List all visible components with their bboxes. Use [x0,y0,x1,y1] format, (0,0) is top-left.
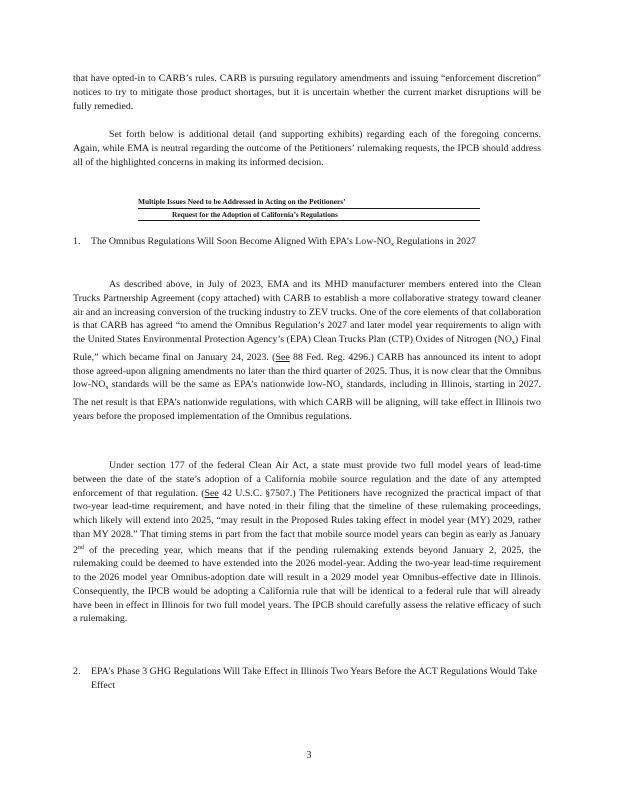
paragraph-section-1-a: As described above, in July of 2023, EMA and its MHD manufacturer members entered into the Clean Trucks Partnership Agreement (copy attached) with CARB to establish a more collaborative strategy toward cleaner air and an increasing conversion of the trucking industry to ZEV trucks. One of the core elements of that collaboration is that CARB has agreed “to amend the Omnibus Regulation’s 2027 and later model year requirements to align with the United States Environmental Protection Agency’s (EPA) Clean Trucks Plan (CTP) Oxides of Nitrogen $(NO_x)$ Final Rule,” which became final on January 24, 2023. (See 88 Fed. Reg. 4296.) CARB has announced its intent to adopt those agreed-upon aligning amendments no later than the third quarter of 2025. Thus, it is now clear that the Omnibus low-$NO_x$ standards will be the same as EPA’s nationwide low-$NO_x$ standards, including in Illinois, starting in 2027. The net result is that EPA’s nationwide regulations, with which CARB will be aligning, will take effect in Illinois two years before the proposed implementation of the Omnibus regulations. [73,279,541,422]
section-heading [138,196,480,221]
heading-line-1: Multiple Issues Need to be Addressed in Acting on the Petitioners’ [138,196,480,209]
section-2-title [73,665,543,692]
paragraph-intro-end: that have opted-in to CARB’s rules. CARB is pursuing regulatory amendments and issuing “enforcement discretion” notices to try to mitigate those product shortages, but it is uncertain whether the current market disruptions will be fully remedied. [73,73,541,112]
section-1-title-text: The Omnibus Regulations Will Soon Become Aligned With EPA’s Low-$NO_x$ Regulations in 2027 [91,236,476,248]
paragraph-set-forth: Set forth below is additional detail (and supporting exhibits) regarding each of the foregoing concerns. Again, while EMA is neutral regarding the outcome of the Petitioners’ rulemaking requests, the IPCB should address all of the highlighted concerns in making its informed decision. [73,129,541,168]
heading-line-2: Request for the Adoption of California’s Regulations [138,209,480,221]
section-1-title [73,235,543,253]
paragraph-section-1-b: Under section 177 of the federal Clean Air Act, a state must provide two full model years of lead-time between the date of the state’s adoption of a California mobile source regulation and the date of any attempted enforcement of that regulation. (See 42 U.S.C. §7507.) The Petitioners have recognized the practical impact of that two-year lead-time requirement, and have noted in their filing that the timeline of these rulemaking proceedings, which likely will extend into 2025, “may result in the Proposed Rules taking effect in model year (MY) 2029, rather than MY 2028.” That timing stems in part from the fact that mobile source model years can begin as early as January 2nd of the preceding year, which means that if the pending rulemaking extends beyond January 2, 2025, the rulemaking could be deemed to have extended into the 2026 model-year. Adding the two-year lead-time requirement to the 2026 model year Omnibus-adoption date will result in a 2029 model year Omnibus-effective date in Illinois. Consequently, the IPCB would be adopting a California rule that will be identical to a federal rule that will already have been in effect in Illinois for two full model years. The IPCB should carefully assess the relative efficacy of such a rulemaking. [73,460,541,625]
page-number: 3 [306,750,312,761]
section-2-title-text: EPA’s Phase 3 GHG Regulations Will Take Effect in Illinois Two Years Before the ACT Regulations Would Take Effect [91,666,538,691]
section-1-number: 1. [73,236,81,247]
section-2-number: 2. [73,666,81,677]
